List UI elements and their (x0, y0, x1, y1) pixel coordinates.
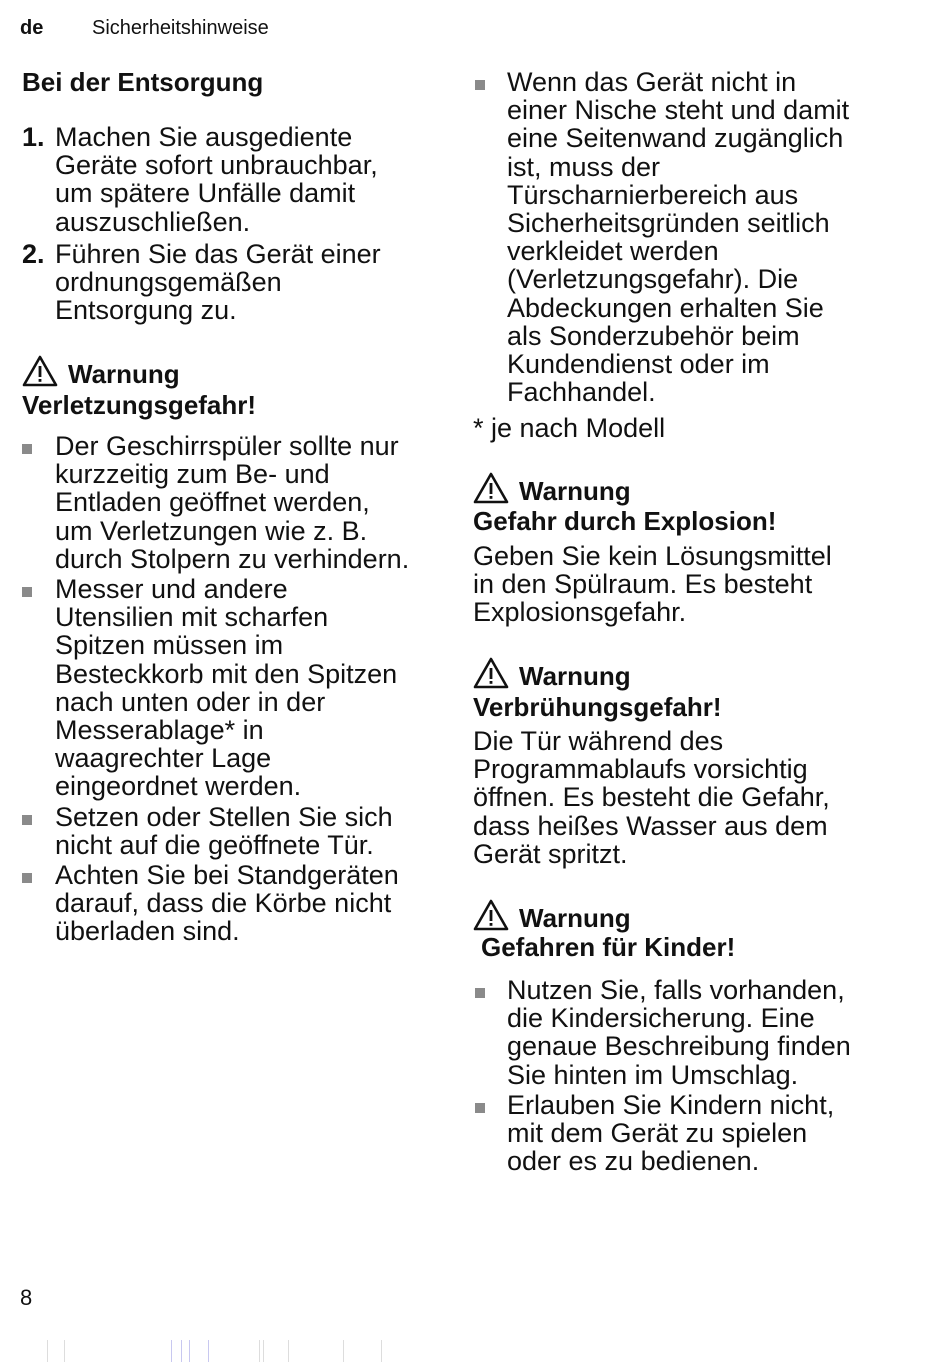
text-line: Gerät spritzt. (473, 838, 628, 869)
scan-marks (0, 1340, 480, 1364)
text-line: Erlauben Sie Kindern nicht, (507, 1090, 835, 1120)
text-line: ist, muss der (507, 151, 661, 182)
list-number: 1. (22, 122, 45, 152)
text-line: Der Geschirrspüler sollte nur (55, 431, 399, 461)
text-line: um spätere Unfälle damit (55, 178, 356, 209)
text-line: Nutzen Sie, falls vorhanden, (507, 975, 845, 1005)
warning-title: Verbrühungsgefahr! (473, 692, 722, 722)
text-line: die Kindersicherung. Eine (507, 1003, 815, 1034)
text-line: Explosionsgefahr. (473, 597, 687, 628)
text-line: Messer und andere (55, 574, 288, 604)
footnote: * je nach Modell (473, 413, 666, 443)
text-line: Achten Sie bei Standgeräten (55, 860, 399, 890)
bullet-icon (475, 1103, 485, 1113)
text-line: mit dem Gerät zu spielen (507, 1118, 808, 1149)
bullet-icon (22, 587, 32, 597)
text-line: Messerablage* in (55, 715, 264, 745)
warning-label: Warnung (519, 476, 631, 506)
warning-heading (22, 355, 180, 393)
warning-label: Warnung (68, 359, 180, 389)
language-code: de (20, 17, 44, 39)
text-line: Utensilien mit scharfen (55, 602, 329, 633)
warning-triangle-icon (473, 657, 509, 695)
text-line: kurzzeitig zum Be- und (55, 459, 330, 490)
bullet-icon (22, 444, 32, 454)
text-line: verkleidet werden (507, 236, 719, 267)
text-line: Führen Sie das Gerät einer (55, 239, 381, 269)
text-line: Spitzen müssen im (55, 630, 284, 661)
text-line: Machen Sie ausgediente (55, 122, 353, 152)
text-line: durch Stolpern zu verhindern. (55, 543, 410, 574)
text-line: auszuschließen. (55, 206, 251, 237)
text-line: einer Nische steht und damit (507, 95, 850, 126)
text-line: eingeordnet werden. (55, 771, 302, 802)
text-line: Fachhandel. (507, 377, 656, 408)
text-line: genaue Beschreibung finden (507, 1031, 851, 1062)
page-number: 8 (20, 1285, 33, 1310)
warning-triangle-icon (22, 355, 58, 393)
text-line: Sicherheitsgründen seitlich (507, 208, 830, 238)
bullet-icon (475, 988, 485, 998)
text-line: waagrechter Lage (55, 743, 272, 774)
text-line: dass heißes Wasser aus dem (473, 810, 828, 841)
bullet-icon (22, 815, 32, 825)
warning-label: Warnung (519, 661, 631, 691)
text-line: Wenn das Gerät nicht in (507, 67, 797, 97)
warning-title: Gefahr durch Explosion! (473, 506, 777, 536)
text-line: nach unten oder in der (55, 686, 326, 717)
text-line: eine Seitenwand zugänglich (507, 123, 844, 154)
text-line: Sie hinten im Umschlag. (507, 1059, 799, 1090)
text-line: Setzen oder Stellen Sie sich (55, 802, 393, 832)
text-line: oder es zu bedienen. (507, 1146, 760, 1177)
text-line: ordnungsgemäßen (55, 267, 282, 298)
text-line: Entladen geöffnet werden, (55, 487, 370, 518)
text-line: Abdeckungen erhalten Sie (507, 292, 824, 323)
text-line: Programmablaufs vorsichtig (473, 754, 808, 785)
section-title: Sicherheitshinweise (92, 17, 269, 39)
warning-title: Verletzungsgefahr! (22, 390, 257, 420)
text-line: (Verletzungsgefahr). Die (507, 264, 799, 295)
bullet-icon (475, 80, 485, 90)
text-line: in den Spülraum. Es besteht (473, 569, 813, 600)
text-line: nicht auf die geöffnete Tür. (55, 830, 374, 861)
warning-title: Gefahren für Kinder! (481, 932, 736, 962)
text-line: Geben Sie kein Lösungsmittel (473, 541, 832, 571)
disposal-heading: Bei der Entsorgung (22, 67, 264, 97)
warning-heading (473, 472, 631, 510)
text-line: Türscharnierbereich aus (507, 179, 799, 210)
warning-triangle-icon (473, 472, 509, 510)
text-line: Die Tür während des (473, 726, 724, 756)
text-line: überladen sind. (55, 916, 240, 947)
warning-heading (473, 657, 631, 695)
text-line: öffnen. Es besteht die Gefahr, (473, 782, 830, 813)
bullet-icon (22, 873, 32, 883)
text-line: Besteckkorb mit den Spitzen (55, 658, 398, 689)
text-line: Geräte sofort unbrauchbar, (55, 150, 378, 181)
text-line: als Sonderzubehör beim (507, 320, 800, 351)
text-line: Kundendienst oder im (507, 349, 770, 379)
list-number: 2. (22, 239, 45, 269)
text-line: darauf, dass die Körbe nicht (55, 888, 392, 919)
text-line: um Verletzungen wie z. B. (55, 515, 368, 546)
text-line: Entsorgung zu. (55, 295, 237, 326)
warning-label: Warnung (519, 903, 631, 933)
